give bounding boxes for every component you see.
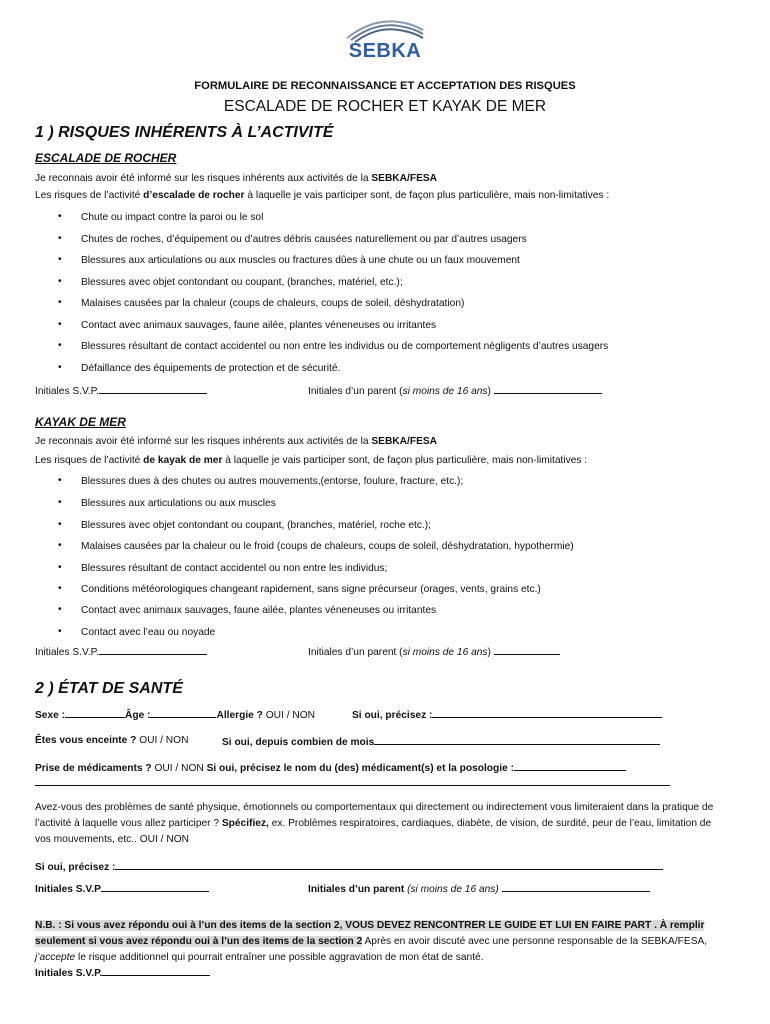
medicaments-extra-line[interactable] (35, 785, 670, 786)
kayak-line2: Les risques de l’activité de kayak de mer à laquelle je vais participer sont, de façon plus particulière, mais non-limitatives : (35, 455, 588, 466)
initials-field[interactable] (99, 645, 207, 655)
escalade-parent-initials: Initiales d’un parent (si moins de 16 ans) (308, 384, 602, 397)
section1-heading: 1 ) RISQUES INHÉRENTS À L’ACTIVITÉ (35, 124, 334, 141)
sexe-field[interactable] (65, 708, 125, 718)
logo-text: SEBKA (348, 40, 422, 62)
parent-initials-field[interactable] (494, 645, 560, 655)
escalade-line2: Les risques de l’activité d’escalade de rocher à laquelle je vais participer sont, de façon plus particulière, mais non-limitatives : (35, 190, 610, 201)
initials-field[interactable] (102, 966, 210, 976)
form-subtitle: ESCALADE DE ROCHER ET KAYAK DE MER (223, 98, 547, 115)
form-title: FORMULAIRE DE RECONNAISSANCE ET ACCEPTATION DES RISQUES (194, 80, 576, 92)
kayak-parent-initials: Initiales d’un parent (si moins de 16 ans) (308, 645, 560, 658)
section2-parent-initials: Initiales d’un parent (si moins de 16 ans) (308, 882, 650, 895)
escalade-initials: Initiales S.V.P. (35, 384, 207, 397)
mois-field[interactable] (374, 735, 660, 745)
si-oui-row: Si oui, précisez : (35, 860, 663, 873)
si-oui-field[interactable] (115, 860, 663, 870)
age-field[interactable] (150, 708, 216, 718)
kayak-line1: Je reconnais avoir été informé sur les risques inhérents aux activités de la SEBKA/FESA (35, 436, 438, 447)
final-initials: Initiales S.V.P. (35, 966, 210, 979)
escalade-title: ESCALADE DE ROCHER (35, 151, 177, 165)
sebka-logo (343, 16, 427, 64)
parent-initials-field[interactable] (502, 882, 650, 892)
kayak-title: KAYAK DE MER (35, 415, 126, 429)
health-question: Avez-vous des problèmes de santé physique, émotionnels ou comportementaux qui directement ou indirectement vous limiteraient dans la pratique de l’activité à laquelle vous allez participer ? Spécifiez, ex. Problèmes respiratoires, cardiaques, diabète, de vision, de surdité, peur de l’eau, limitation de vos mouvements, etc.. OUI / NON (35, 802, 714, 845)
section2-initials: Initiales S.V.P (35, 882, 209, 895)
allergie-precisez: Si oui, précisez : (352, 708, 662, 721)
escalade-line1: Je reconnais avoir été informé sur les risques inhérents aux activités de la SEBKA/FESA (35, 173, 438, 184)
enceinte-row: Êtes vous enceinte ? OUI / NON (35, 735, 189, 746)
medicaments-field[interactable] (514, 761, 626, 771)
parent-initials-field[interactable] (494, 384, 602, 394)
sexe-row: Sexe : Âge : Allergie ? OUI / NON (35, 710, 315, 721)
initials-field[interactable] (101, 882, 209, 892)
nb-note: N.B. : Si vous avez répondu oui à l’un des items de la section 2, VOUS DEVEZ RENCONTRER LE GUIDE ET LUI EN FAIRE PART . À remplir seulement si vous avez répondu oui à l’un des items de la section 2 Après en avoir discuté avec une personne responsable de la SEBKA/FESA, j’accepte le risque additionnel qui pourrait entraîner une possible aggravation de mon état de santé. (35, 920, 708, 963)
section2-heading: 2 ) ÉTAT DE SANTÉ (35, 680, 183, 697)
initials-field[interactable] (99, 384, 207, 394)
depuis-row: Si oui, depuis combien de mois (222, 735, 660, 748)
allergie-field[interactable] (432, 708, 662, 718)
medicaments-row: Prise de médicaments ? OUI / NON Si oui, précisez le nom du (des) médicament(s) et la posologie : (35, 761, 626, 774)
kayak-initials: Initiales S.V.P. (35, 645, 207, 658)
